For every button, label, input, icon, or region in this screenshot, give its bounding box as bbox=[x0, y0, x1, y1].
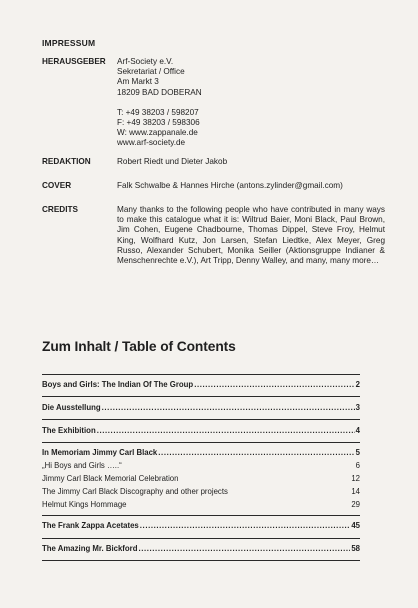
redaktion-label: REDAKTION bbox=[42, 157, 91, 166]
toc-rule bbox=[42, 419, 360, 420]
herausgeber-label: HERAUSGEBER bbox=[42, 57, 106, 66]
web-line-2: www.arf-society.de bbox=[117, 138, 186, 148]
toc-page-number: 6 bbox=[355, 461, 360, 470]
toc-subentry[interactable]: „Hi Boys and Girls …..“ 6 bbox=[42, 461, 360, 470]
credits-label: CREDITS bbox=[42, 205, 78, 214]
toc-bottom-rule bbox=[42, 560, 360, 561]
toc-subentry[interactable]: Helmut Kings Hommage 29 bbox=[42, 500, 360, 509]
toc-subentry[interactable]: Jimmy Carl Black Memorial Celebration 12 bbox=[42, 474, 360, 483]
phone-line: T: +49 38203 / 598207 bbox=[117, 107, 199, 117]
toc-page-number: 45 bbox=[351, 521, 360, 530]
address-line: Arf-Society e.V. bbox=[117, 57, 174, 66]
toc-entry[interactable]: In Memoriam Jimmy Carl Black ..... 5 bbox=[42, 448, 360, 458]
toc-page-number: 58 bbox=[351, 544, 360, 553]
toc-entry[interactable]: Die Ausstellung ..... 3 bbox=[42, 403, 360, 413]
credits-text: Many thanks to the following people who have contributed in many ways to make this catalogue what it is: Wiltrud Baier, Moni Black, Paul Brown, Jim Cohen, Eugene Chadbourne, Thomas Dippel, Steve Froy, Helmut King, Wolfhard Kutz, Jon Larsen, Stefan Liedtke, Alex Meyer, Greg Russo, Alexander Schubert, Monika Seiller (Aktionsgruppe Indianer & Menschenrechte e.V.), Art Tripp, Denny Walley, and many, many more… bbox=[117, 205, 385, 266]
address-line: Sekretariat / Office bbox=[117, 67, 185, 77]
toc-rule bbox=[42, 515, 360, 516]
toc-page-number: 2 bbox=[355, 380, 360, 389]
toc-page-number: 12 bbox=[351, 474, 360, 483]
address-line: 18209 BAD DOBERAN bbox=[117, 87, 202, 97]
address-line: Am Markt 3 bbox=[117, 77, 159, 87]
toc-title: Zum Inhalt / Table of Contents bbox=[42, 339, 236, 354]
toc-page-number: 14 bbox=[351, 487, 360, 496]
toc-entry[interactable]: The Exhibition ..... 4 bbox=[42, 426, 360, 436]
herausgeber-address bbox=[117, 57, 385, 149]
toc-entry[interactable]: The Amazing Mr. Bickford ..... 58 bbox=[42, 544, 360, 554]
web-line: W: www.zappanale.de bbox=[117, 128, 198, 138]
cover-value: Falk Schwalbe & Hannes Hirche (antons.zylinder@gmail.com) bbox=[117, 181, 343, 190]
toc-page-number: 5 bbox=[355, 448, 360, 457]
toc-page-number: 3 bbox=[355, 403, 360, 412]
toc-page-number: 29 bbox=[351, 500, 360, 509]
fax-line: F: +49 38203 / 598306 bbox=[117, 118, 200, 128]
toc-rule bbox=[42, 396, 360, 397]
toc-entry[interactable]: The Frank Zappa Acetates ..... 45 bbox=[42, 521, 360, 531]
redaktion-value: Robert Riedt und Dieter Jakob bbox=[117, 157, 228, 166]
impressum-heading: IMPRESSUM bbox=[42, 38, 96, 48]
toc-subentry[interactable]: The Jimmy Carl Black Discography and other projects 14 bbox=[42, 487, 360, 496]
toc-entry[interactable]: Boys and Girls: The Indian Of The Group ..... 2 bbox=[42, 380, 360, 390]
toc-rule bbox=[42, 538, 360, 539]
cover-label: COVER bbox=[42, 181, 72, 190]
toc-top-rule bbox=[42, 374, 360, 375]
toc-page-number: 4 bbox=[355, 426, 360, 435]
toc-rule bbox=[42, 442, 360, 443]
